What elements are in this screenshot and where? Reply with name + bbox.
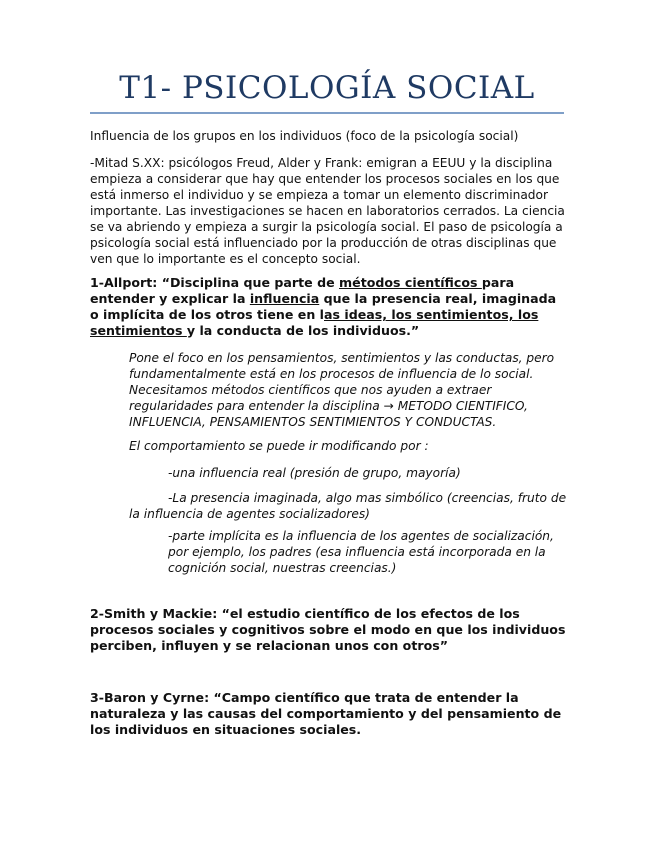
focus-note: Pone el foco en los pensamientos, sentimientos y las conductas, pero fundamentalmente está en los procesos de influencia de lo social. Necesitamos métodos científicos que nos ayuden a extraer regularidades para entender la disciplina → METODO CIENTIFICO, INFLUENCIA, PENSAMIENTOS SENTIMIENTOS Y CONDUCTAS. (129, 351, 555, 429)
allport-text-4: y la conducta de los individuos.” (186, 323, 420, 338)
allport-underline-ideas: as ideas, los sentimientos, los sentimientos (90, 307, 539, 338)
allport-definition (90, 275, 568, 339)
influence-item-real: -una influencia real (presión de grupo, mayoría) (168, 466, 461, 480)
allport-text-3: que la presencia real, imaginada o implícita de los otros tiene en l (90, 291, 557, 322)
allport-underline-methods: métodos científicos (339, 275, 482, 290)
smith-mackie-definition: 2-Smith y Mackie: “el estudio científico de los efectos de los procesos sociales y cognitivos sobre el modo en que los individuos perciben, influyen y se relacionan unos con otros” (90, 606, 566, 653)
influence-item-implicit: -parte implícita es la influencia de los agentes de socialización, por ejemplo, los padres (esa influencia está incorporada en la cognición social, nuestras creencias.) (168, 529, 554, 575)
allport-text-2: para entender y explicar la (90, 275, 515, 306)
intro-paragraph: Influencia de los grupos en los individuos (foco de la psicología social) (90, 129, 519, 143)
allport-text-1: 1-Allport: “Disciplina que parte de (90, 275, 340, 290)
page-title: T1- PSICOLOGÍA SOCIAL (119, 70, 535, 106)
influence-item-imagined: -La presencia imaginada, algo mas simbólico (creencias, fruto de la influencia de agentes socializadores) (129, 491, 567, 521)
title-underline-divider (90, 112, 564, 114)
history-paragraph: -Mitad S.XX: psicólogos Freud, Alder y Frank: emigran a EEUU y la disciplina empieza a considerar que hay que entender los procesos sociales en los que está inmerso el individuo y se empieza a tomar un elemento discriminador importante. Las investigaciones se hacen en laboratorios cerrados. La ciencia se va abriendo y empieza a surgir la psicología social. El paso de psicología a psicología social está influenciado por la producción de otras disciplinas que ven que lo importante es el concepto social. (90, 156, 565, 266)
behaviour-note: El comportamiento se puede ir modificando por : (129, 439, 429, 453)
baron-cyrne-definition: 3-Baron y Cyrne: “Campo científico que trata de entender la naturaleza y las causas del comportamiento y del pensamiento de los individuos en situaciones sociales. (90, 690, 562, 737)
allport-underline-influence: influencia (249, 291, 320, 306)
